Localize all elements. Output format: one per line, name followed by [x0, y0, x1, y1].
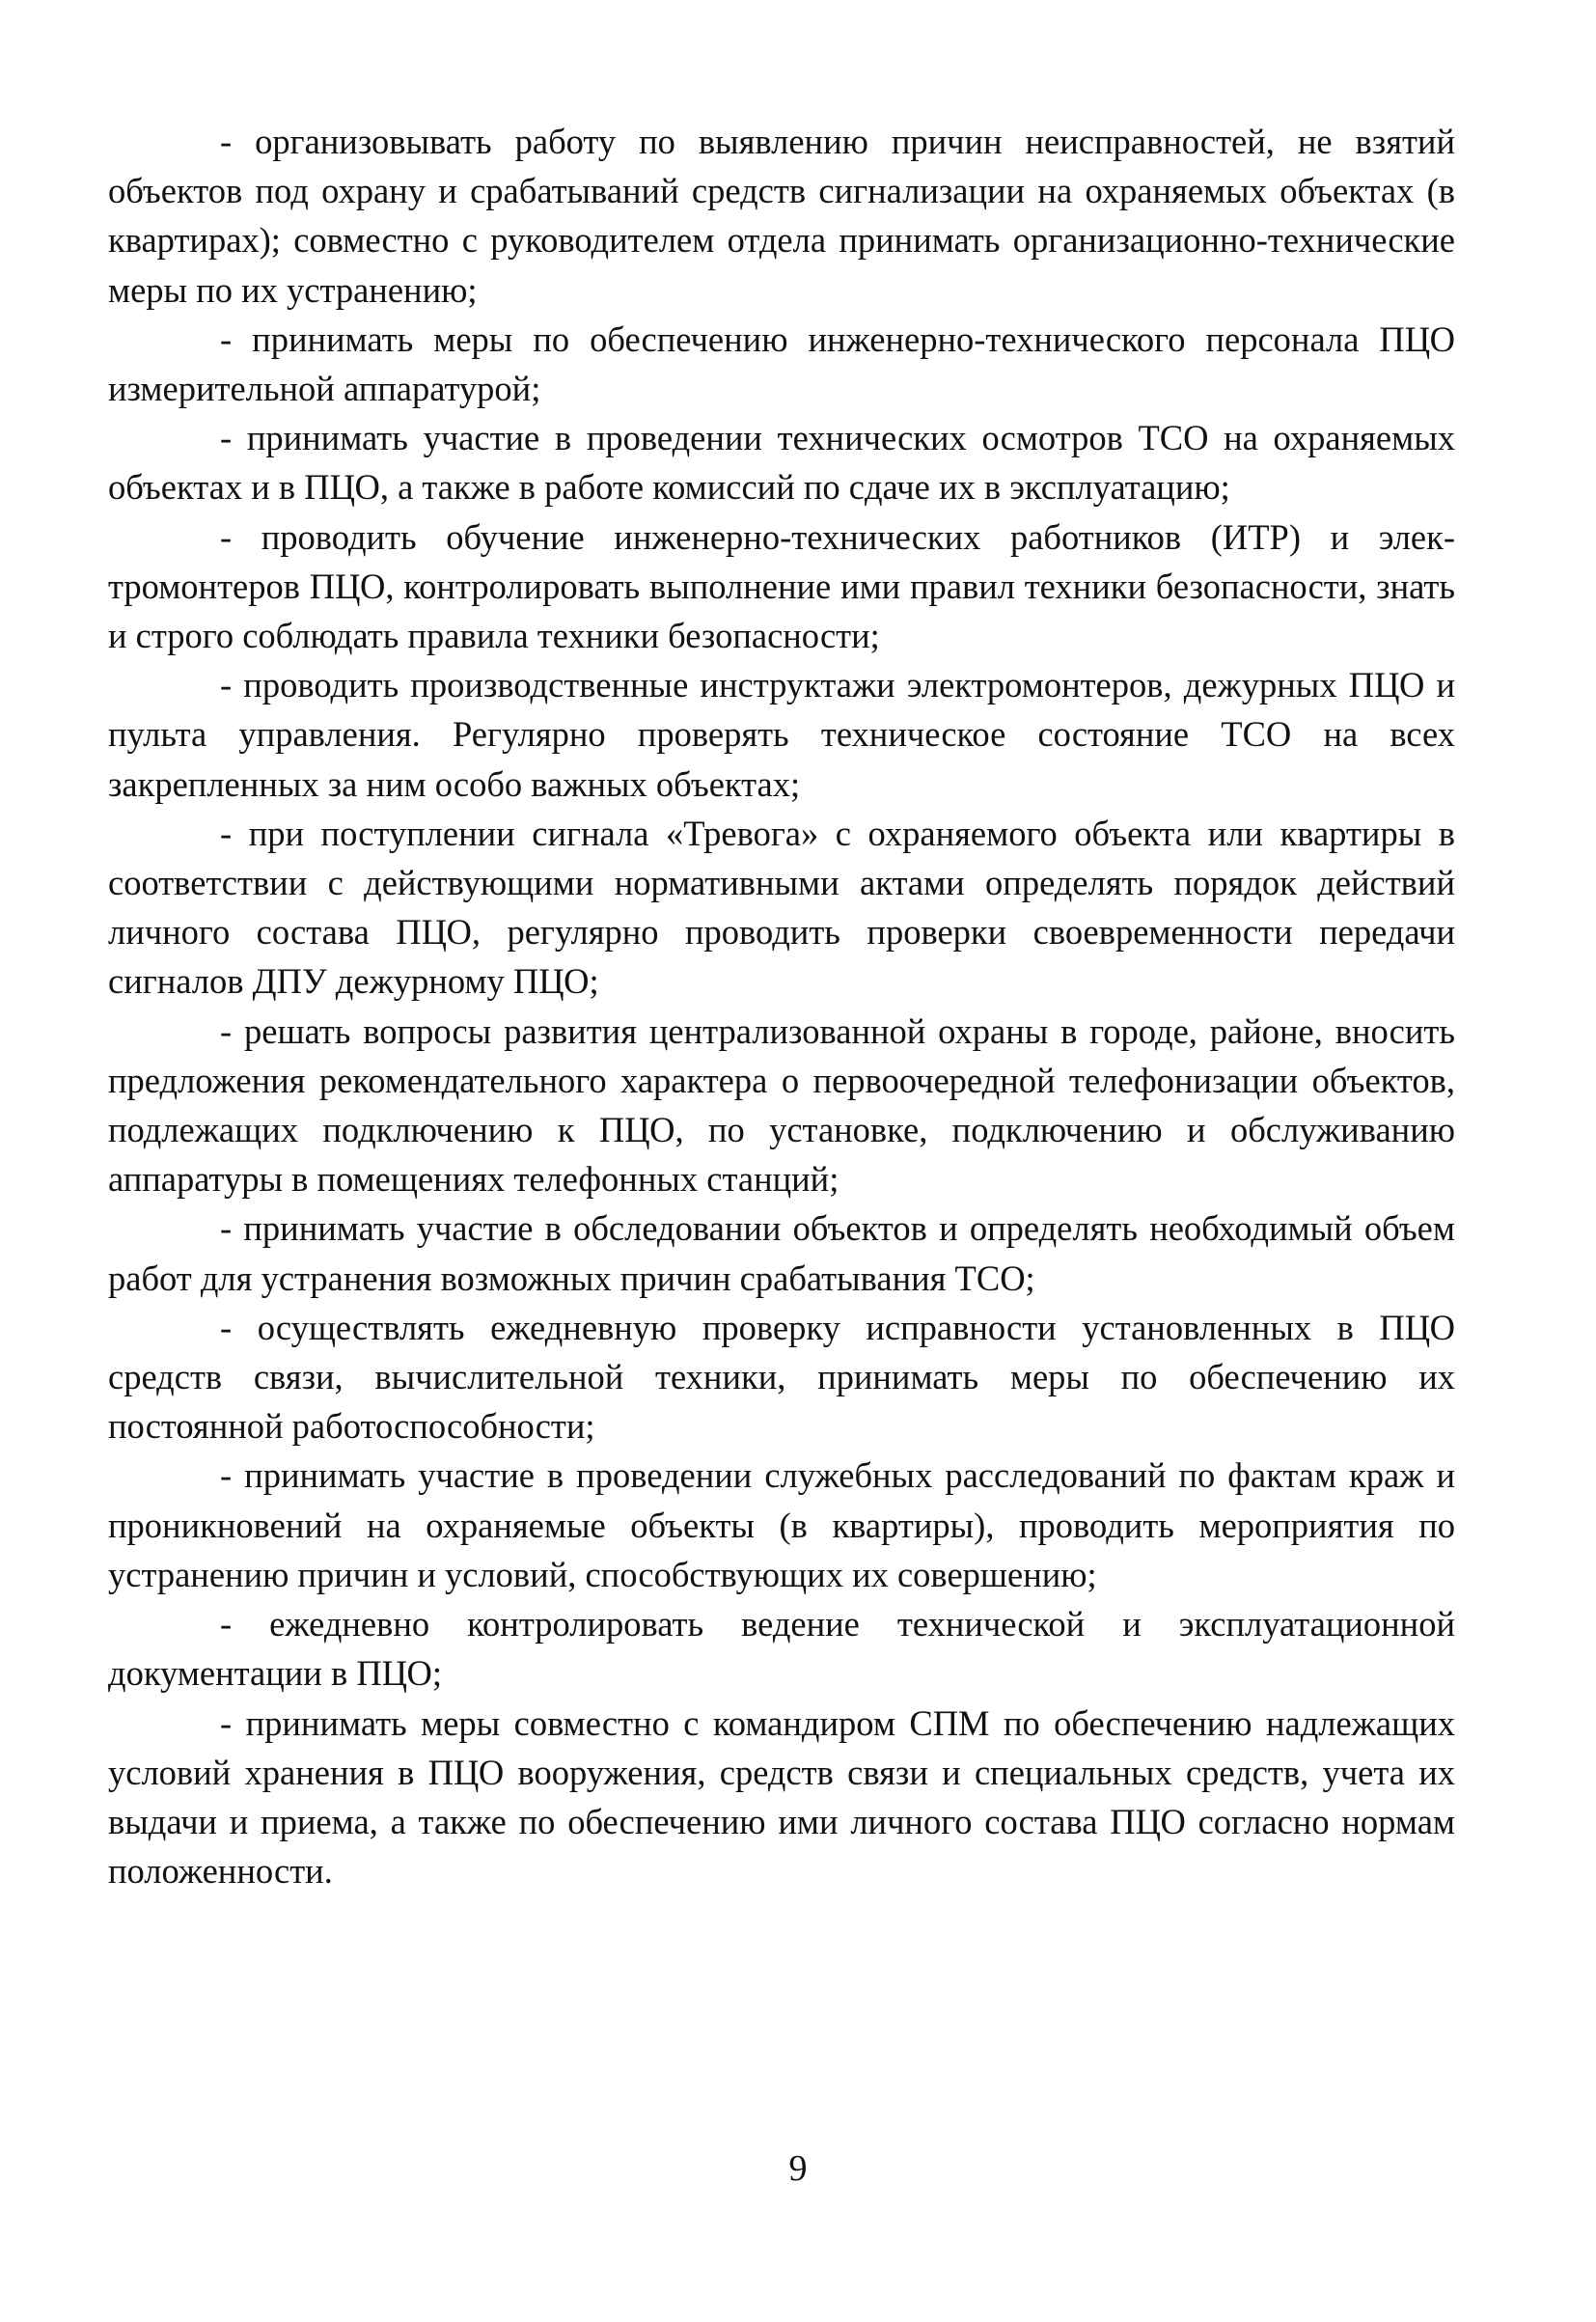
- paragraph-5: - проводить производственные инструктажи электромонтеров, дежурных ПЦО и пульта управления. Регулярно проверять техническое состояние ТСО на всех закрепленных за ним особо важных объектах;: [108, 665, 1455, 804]
- paragraph-7: - решать вопросы развития централизованной охраны в городе, районе, вносить предложения рекомендательного характера о первоочередной телефонизации объектов, подлежащих подключению к ПЦО, по установке, подключению и обслуживанию аппаратуры в помещениях телефонных станций;: [108, 1010, 1455, 1200]
- paragraph-2: - принимать меры по обеспечению инженерно-технического персонала ПЦО измерительной аппаратурой;: [108, 318, 1455, 409]
- page-number: 9: [788, 2148, 808, 2189]
- paragraph-6: - при поступлении сигнала «Тревога» с охраняемого объекта или квартиры в соответствии с действующими нормативными актами определять порядок действий личного состава ПЦО, регулярно проводить проверки своевременности передачи сигналов ДПУ дежурному ПЦО;: [108, 813, 1455, 1002]
- paragraph-4: - проводить обучение инженерно-технических работников (ИТР) и электромонтеров ПЦО, контролировать выполнение ими правил техники безопасности, знать и строго соблюдать правила техники безопасности;: [108, 516, 1455, 656]
- paragraph-3: - принимать участие в проведении технических осмотров ТСО на охраняемых объектах и в ПЦО, а также в работе комиссий по сдаче их в эксплуатацию;: [108, 418, 1455, 508]
- document-body: [108, 117, 1455, 1895]
- paragraph-8: - принимать участие в обследовании объектов и определять необходимый объем работ для устранения возможных причин срабатывания ТСО;: [108, 1208, 1455, 1298]
- paragraph-12: - принимать меры совместно с командиром СПМ по обеспечению надлежащих условий хранения в ПЦО вооружения, средств связи и специальных средств, учета их выдачи и приема, а также по обеспечению ими личного состава ПЦО согласно нормам положенности.: [108, 1702, 1455, 1892]
- paragraph-11: - ежедневно контролировать ведение технической и эксплуатационной документации в ПЦО;: [108, 1604, 1455, 1694]
- paragraph-10: - принимать участие в проведении служебных расследований по фактам краж и проникновений на охраняемые объекты (в квартиры), проводить мероприятия по устранению причин и условий, способствующих их совершению;: [108, 1455, 1455, 1594]
- paragraph-1: - организовывать работу по выявлению причин неисправностей, не взятий объектов под охрану и срабатываний средств сигнализации на охраняемых объектах (в квартирах); совместно с руководителем отдела принимать организационно-технические меры по их устранению;: [108, 122, 1455, 310]
- paragraph-9: - осуществлять ежедневную проверку исправности установленных в ПЦО средств связи, вычислительной техники, принимать меры по обеспечению их постоянной работоспособности;: [108, 1307, 1455, 1447]
